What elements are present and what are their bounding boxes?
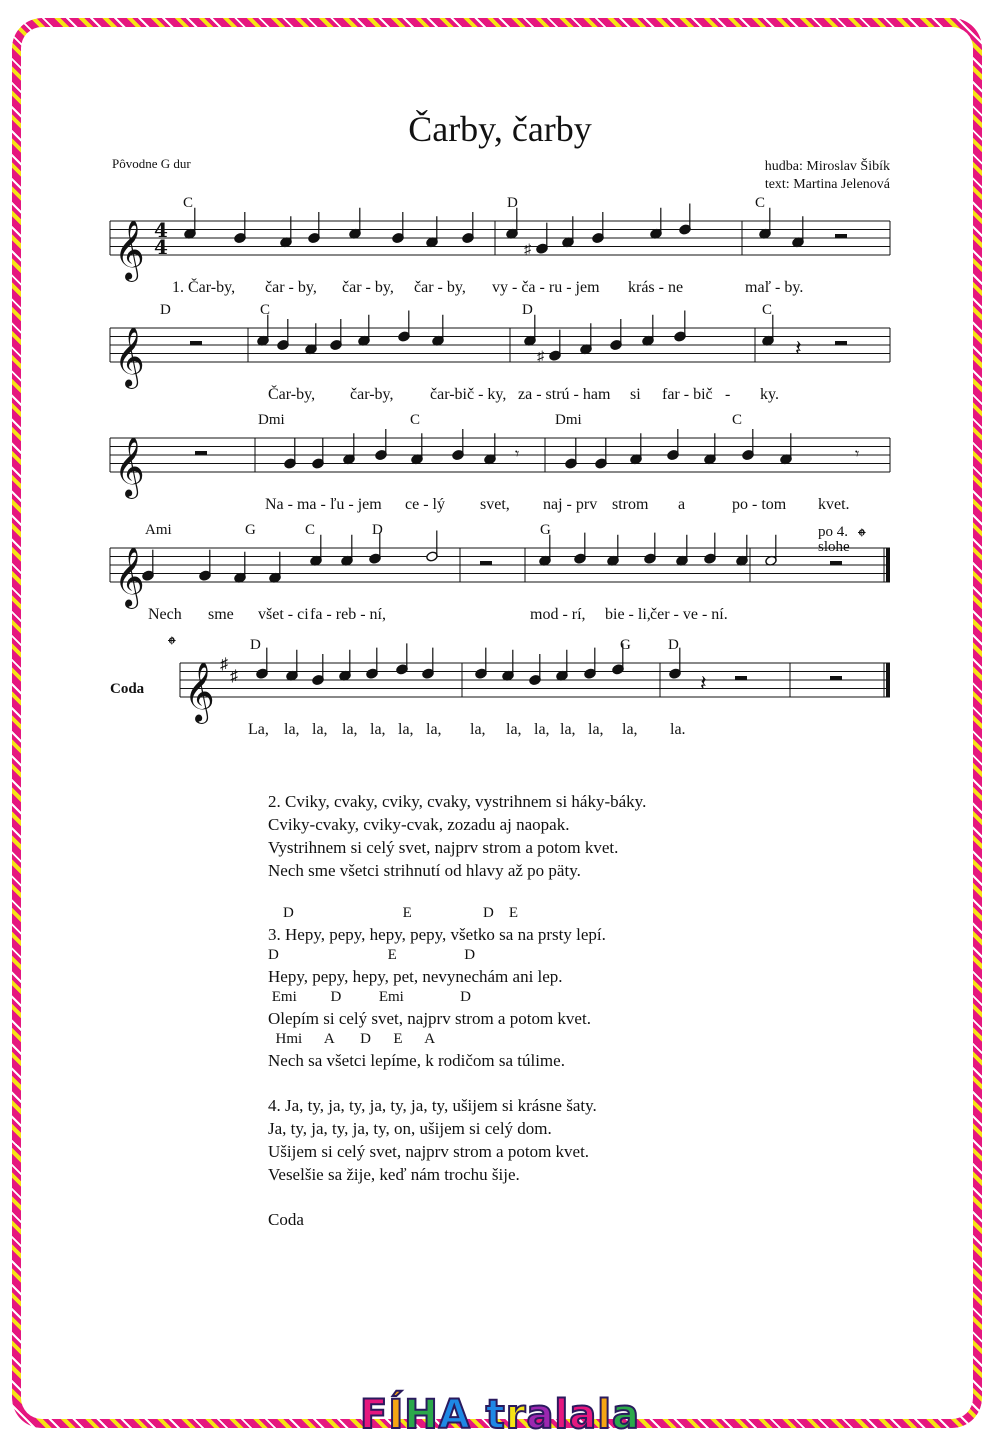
treble-clef-icon: 𝄞 [114, 547, 145, 607]
lyric-syllable: 1. Čar-by, [172, 279, 236, 296]
treble-clef-icon: 𝄞 [114, 220, 145, 280]
logo-letter: a [526, 1392, 555, 1438]
lyric-syllable: Na - ma - ľu - jem [265, 496, 382, 513]
fiha-tralala-logo [0, 1392, 1000, 1438]
verse-line: 4. Ja, ty, ja, ty, ja, ty, ja, ty, ušijem si krásne šaty. [268, 1096, 597, 1115]
chord-symbol: C [305, 522, 316, 538]
chord-symbol: C [732, 412, 743, 428]
coda-instruction: Coda [268, 1210, 304, 1229]
chord-symbol: D [507, 195, 518, 211]
chord-symbol: G [245, 522, 256, 538]
lyric-syllable: čer - ve - ní. [650, 606, 728, 623]
lyric-syllable: maľ - by. [745, 279, 804, 296]
eighth-rest: 𝄾 [855, 446, 860, 463]
verse-line: Ja, ty, ja, ty, ja, ty, on, ušijem si celý dom. [268, 1119, 552, 1138]
sharp-icon: ♯ [537, 349, 544, 365]
logo-letter: a [569, 1392, 598, 1438]
lyric-syllable: la, [342, 721, 358, 738]
chord-symbol: D [522, 302, 533, 318]
sharp-icon: ♯ [524, 242, 531, 258]
chord-symbol: G [540, 522, 551, 538]
lyric-syllable: mod - rí, [530, 606, 586, 623]
logo-letter: l [554, 1392, 570, 1438]
sharp-icon: ♯ [220, 656, 228, 673]
lyric-syllable: La, [248, 721, 269, 738]
lyric-syllable: ce - lý [405, 496, 445, 513]
lyric-syllable: všet - ci [258, 606, 309, 623]
time-signature: 4 [154, 235, 168, 259]
lyric-syllable: la, [284, 721, 300, 738]
chord-symbol: Ami [145, 522, 172, 538]
lyric-syllable: strom [612, 496, 649, 513]
original-key-note: Pôvodne G dur [112, 156, 191, 171]
logo-letter: F [360, 1392, 389, 1438]
verse-line: Cviky-cvaky, cviky-cvak, zozadu aj naopak. [268, 815, 570, 834]
lyric-syllable: a [678, 496, 686, 513]
coda-label: Coda [110, 681, 145, 697]
lyric-syllable: čar - by, [265, 279, 317, 296]
lyric-syllable: čar-bič - ky, [430, 386, 507, 403]
final-barline [886, 663, 890, 697]
lyric-syllable: far - bič [662, 386, 713, 403]
treble-clef-icon: 𝄞 [184, 662, 215, 722]
chord-symbol: D [372, 522, 383, 538]
verse-line: 2. Cviky, cvaky, cviky, cvaky, vystrihnem si háky-báky. [268, 792, 647, 811]
lyric-syllable: ky. [760, 386, 779, 403]
lyric-syllable: la, [588, 721, 604, 738]
verse-line: 3. Hepy, pepy, hepy, pepy, všetko sa na prsty lepí. [268, 925, 606, 944]
lyric-syllable: la. [670, 721, 686, 738]
lyric-syllable: fa - reb - ní, [310, 606, 386, 623]
chord-symbol: C [755, 195, 766, 211]
verse-block [268, 1094, 768, 1186]
lyrics-credit: text: Martina Jelenová [764, 177, 890, 192]
lyric-syllable: naj - prv [543, 496, 598, 513]
eighth-rest: 𝄾 [515, 446, 520, 463]
lyric-syllable: svet, [480, 496, 510, 513]
verses [268, 790, 768, 1231]
chord-symbol: C [260, 302, 271, 318]
verse-line: Ušijem si celý svet, najprv strom a potom kvet. [268, 1142, 590, 1161]
lyric-syllable: la, [370, 721, 386, 738]
verse-block [268, 904, 768, 1072]
chord-symbol: D [668, 637, 679, 653]
logo-letter: a [611, 1392, 640, 1438]
logo-letter: t [485, 1392, 506, 1438]
final-barline [886, 548, 890, 582]
lyric-syllable: la, [560, 721, 576, 738]
chord-line: D E D E [268, 905, 518, 921]
logo-letter: Í [388, 1392, 405, 1438]
chord-symbol: Dmi [555, 412, 582, 428]
lyric-syllable: čar-by, [350, 386, 394, 403]
logo-letter: r [505, 1392, 527, 1438]
lyric-syllable: si [630, 386, 641, 403]
lyric-syllable: la, [312, 721, 328, 738]
logo-letter: A [438, 1392, 471, 1438]
chord-symbol: D [160, 302, 171, 318]
verse-line: Vystrihnem si celý svet, najprv strom a potom kvet. [268, 838, 619, 857]
lyric-syllable: čar - by, [342, 279, 394, 296]
annotation-line: slohe [818, 539, 850, 555]
lyric-syllable: - [725, 386, 731, 403]
verse-line: Nech sme všetci strihnutí od hlavy až po päty. [268, 861, 581, 880]
chord-symbol: D [250, 637, 261, 653]
quarter-rest: 𝄽 [795, 336, 802, 362]
lyric-syllable: bie - li, [605, 606, 651, 623]
chord-line: Hmi A D E A [268, 1031, 436, 1047]
half-rest [735, 676, 747, 680]
treble-clef-icon: 𝄞 [114, 437, 145, 497]
lyric-syllable: po - tom [732, 496, 787, 513]
song-title: Čarby, čarby [408, 109, 592, 149]
lyric-syllable: la, [426, 721, 442, 738]
lyric-syllable: za - strú - ham [518, 386, 611, 403]
logo-letter: l [597, 1392, 612, 1438]
lyric-syllable: kvet. [818, 496, 850, 513]
lyric-syllable: la, [398, 721, 414, 738]
lyric-syllable: la, [534, 721, 550, 738]
logo-letter: H [404, 1392, 439, 1438]
lyric-syllable: krás - ne [628, 279, 684, 296]
verse-line: Nech sa všetci lepíme, k rodičom sa túlime. [268, 1051, 565, 1070]
coda-sign-icon: 𝄌 [168, 633, 176, 658]
chord-line: D E D [268, 947, 476, 963]
chord-symbol: G [620, 637, 631, 653]
time-signature: 4 [154, 218, 168, 242]
lyric-syllable: Nech [148, 606, 182, 623]
lyric-syllable: la, [470, 721, 486, 738]
half-rest [830, 561, 842, 565]
lyric-syllable: Čar-by, [268, 386, 316, 403]
half-rest [195, 451, 207, 455]
chord-symbol: Dmi [258, 412, 285, 428]
coda-sign-icon: 𝄌 [858, 525, 866, 550]
chord-symbol: C [762, 302, 773, 318]
verse-line: Veselšie sa žije, keď nám trochu šije. [268, 1165, 520, 1184]
half-rest [835, 234, 847, 238]
lyric-syllable: vy - ča - ru - jem [492, 279, 600, 296]
lyric-syllable: la, [622, 721, 638, 738]
lyric-syllable: čar - by, [414, 279, 466, 296]
half-rest [480, 561, 492, 565]
logo-word-tralala [486, 1392, 640, 1438]
quarter-rest: 𝄽 [700, 671, 707, 697]
music-credit: hudba: Miroslav Šibík [764, 159, 890, 174]
logo-word-fiha [360, 1392, 486, 1438]
annotation-line: po 4. [818, 524, 848, 540]
chord-symbol: C [410, 412, 421, 428]
verse-line: Hepy, pepy, hepy, pet, nevynechám ani lep. [268, 967, 563, 986]
half-rest [835, 341, 847, 345]
lyric-syllable: la, [506, 721, 522, 738]
verse-block [268, 790, 768, 882]
lyric-syllable: sme [208, 606, 234, 623]
verse-line: Olepím si celý svet, najprv strom a potom kvet. [268, 1009, 591, 1028]
treble-clef-icon: 𝄞 [114, 327, 145, 387]
chord-line: Emi D Emi D [268, 989, 471, 1005]
half-rest [830, 676, 842, 680]
sharp-icon: ♯ [230, 668, 238, 685]
chord-symbol: C [183, 195, 194, 211]
half-rest [190, 341, 202, 345]
